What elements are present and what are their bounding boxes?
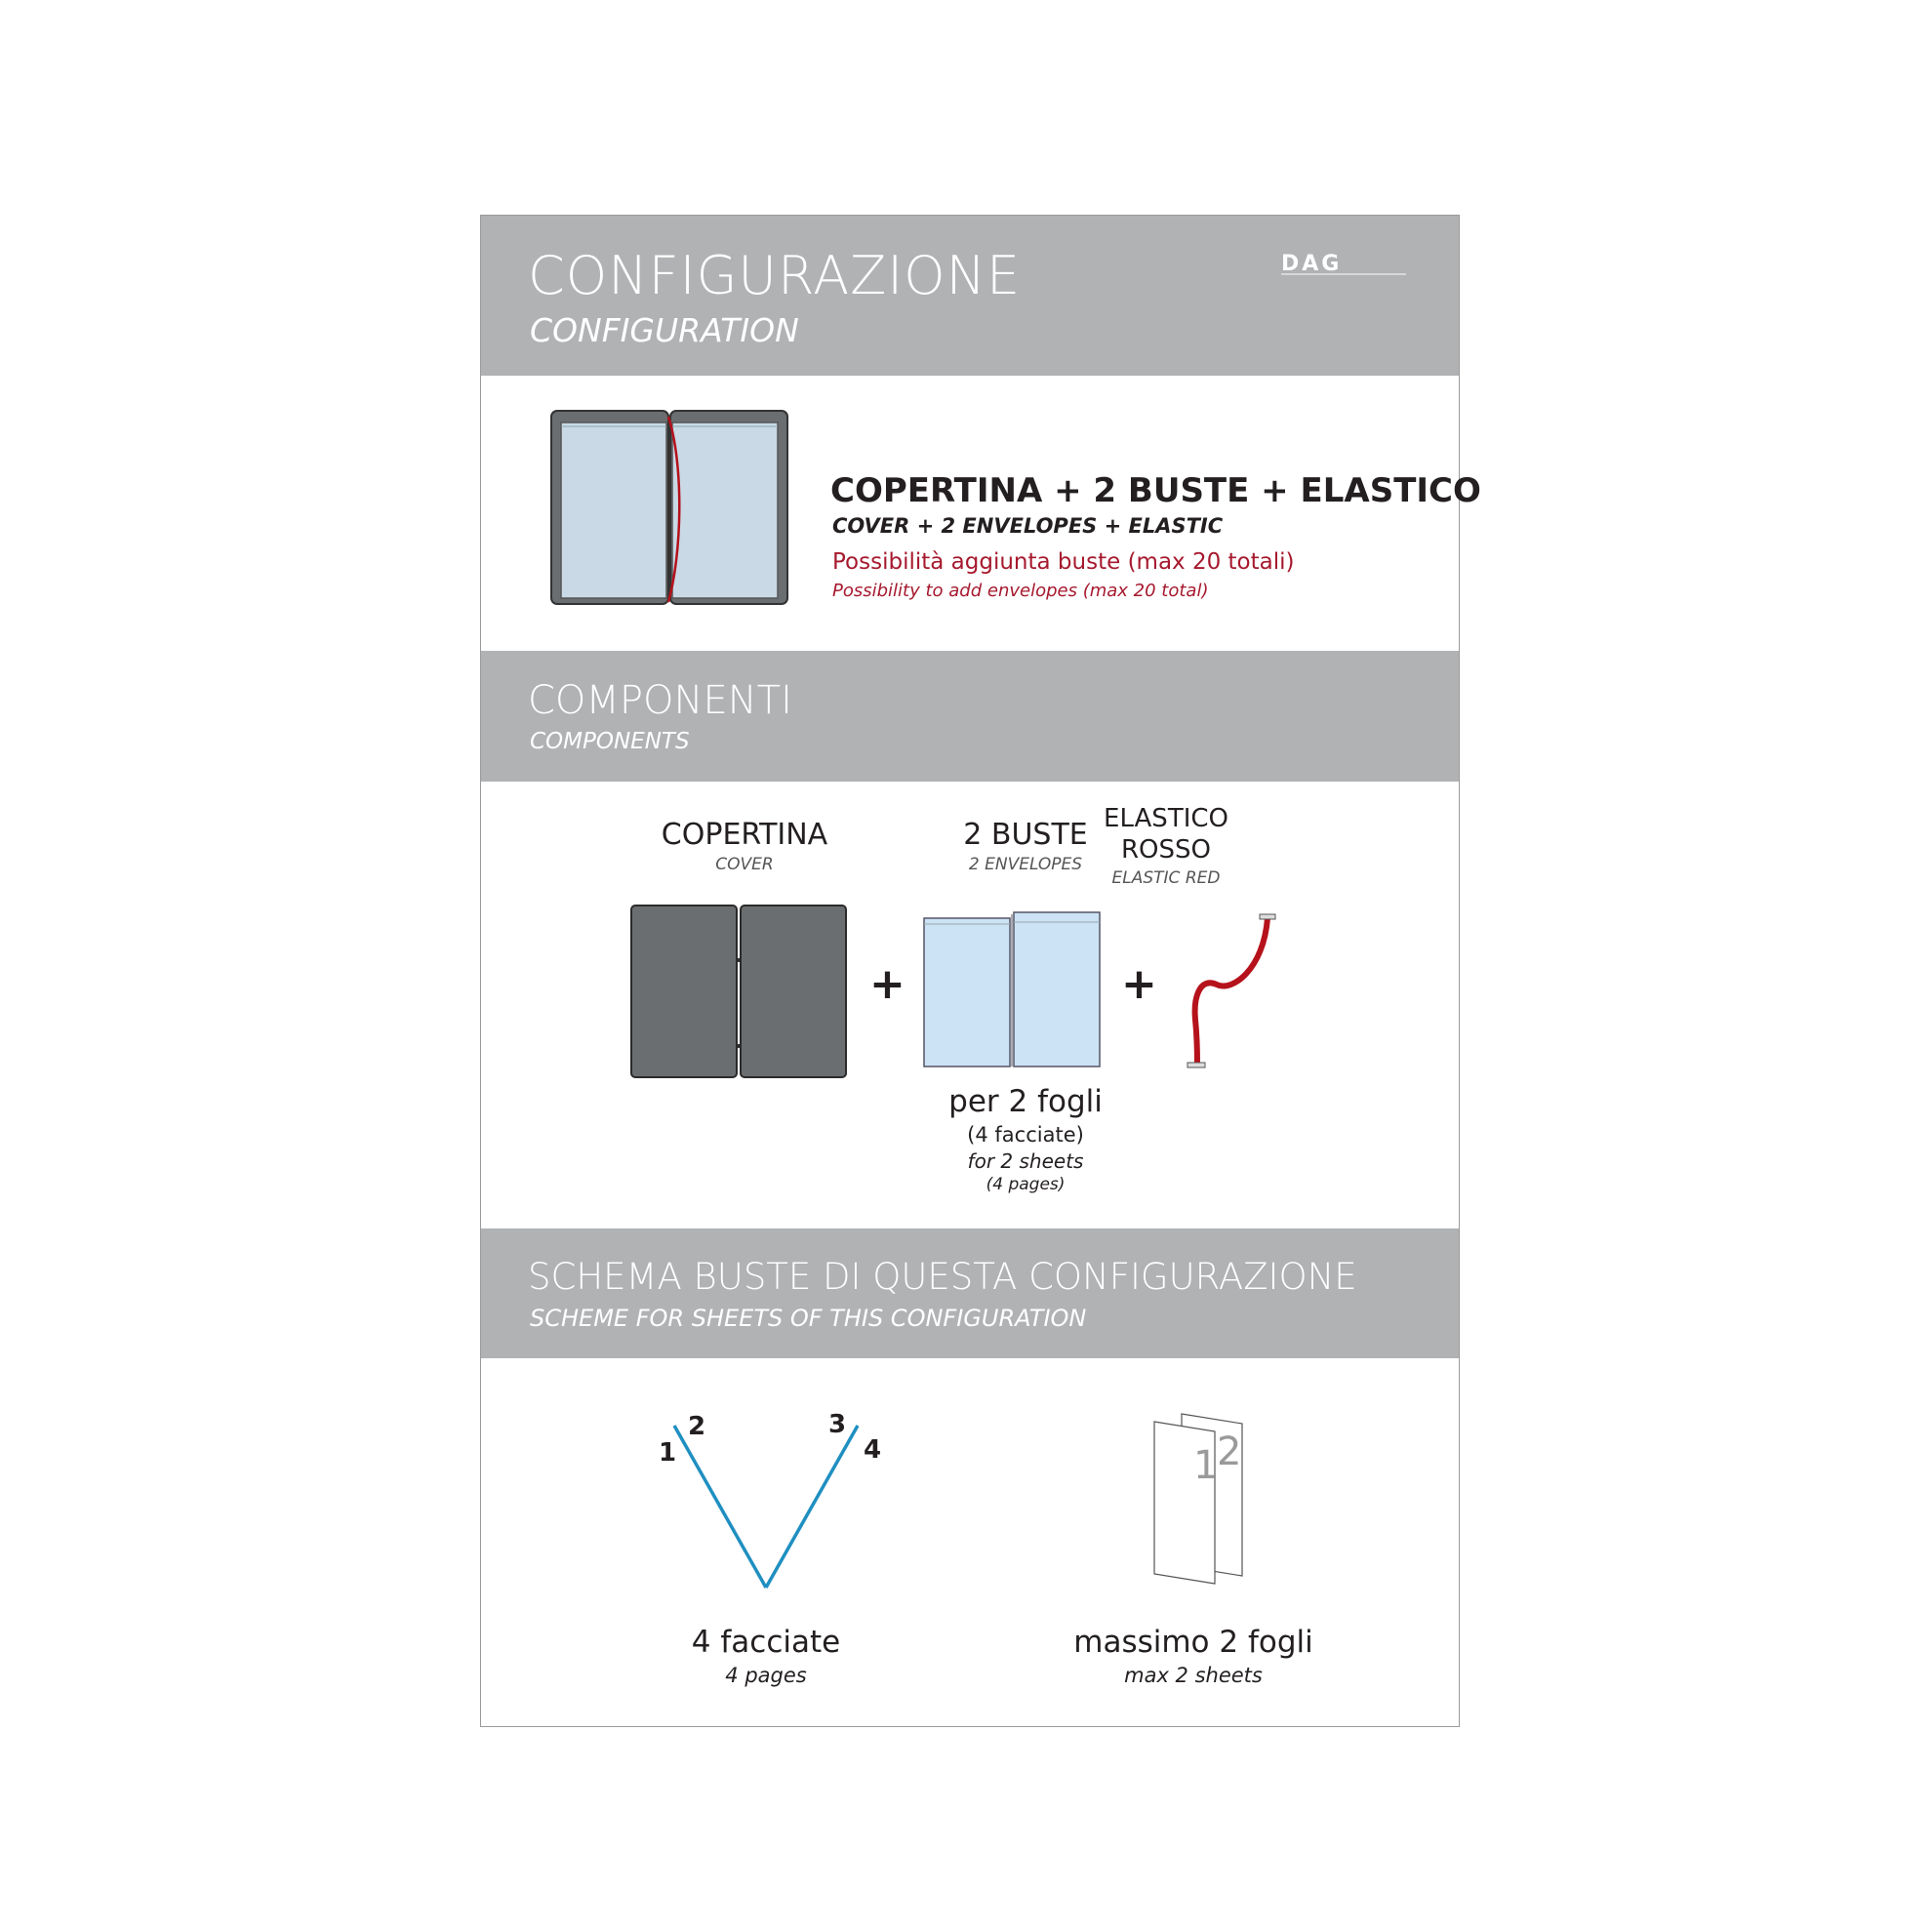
cover-illustration — [629, 904, 848, 1081]
page-number-3: 3 — [828, 1410, 847, 1439]
sheets-label: massimo 2 fogli — [1073, 1625, 1313, 1660]
dag-logo-text: DAG — [1281, 252, 1343, 276]
add-envelopes-note: Possibilità aggiunta buste (max 20 totali) — [832, 549, 1295, 575]
elastic-label-line2: ROSSO — [1120, 835, 1211, 865]
product-title: COPERTINA + 2 BUSTE + ELASTICO — [830, 471, 1481, 510]
envelopes-note-line3: for 2 sheets — [967, 1149, 1084, 1173]
page-number-4: 4 — [864, 1435, 882, 1465]
plus-sign-2: + — [1121, 959, 1157, 1009]
scheme-band — [481, 1228, 1459, 1358]
pages-scheme-diagram — [637, 1402, 901, 1597]
configuration-sheet — [480, 215, 1481, 1727]
sheets-scheme-diagram — [1145, 1412, 1252, 1588]
page-subtitle: CONFIGURATION — [530, 311, 799, 349]
product-illustration — [547, 407, 791, 612]
sheets-sublabel: max 2 sheets — [1124, 1664, 1263, 1687]
envelopes-note-line1: per 2 fogli — [948, 1084, 1103, 1119]
cover-sublabel: COVER — [715, 855, 774, 874]
components-title: COMPONENTI — [528, 678, 792, 723]
dag-logo — [1279, 251, 1416, 280]
product-subtitle: COVER + 2 ENVELOPES + ELASTIC — [832, 514, 1224, 538]
header-band — [481, 216, 1459, 376]
envelopes-note-line4: (4 pages) — [986, 1175, 1066, 1194]
pages-sublabel: 4 pages — [725, 1664, 807, 1687]
elastic-sublabel: ELASTIC RED — [1111, 868, 1221, 888]
cover-label: COPERTINA — [661, 818, 828, 852]
envelopes-note-line2: (4 facciate) — [967, 1123, 1084, 1147]
page-number-2: 2 — [688, 1412, 706, 1441]
sheet-number-2: 2 — [1217, 1429, 1242, 1474]
envelopes-sublabel: 2 ENVELOPES — [968, 855, 1083, 874]
pages-label: 4 facciate — [691, 1625, 841, 1660]
elastic-illustration — [1174, 910, 1281, 1076]
envelopes-label: 2 BUSTE — [963, 818, 1088, 852]
add-envelopes-note-en: Possibility to add envelopes (max 20 total) — [832, 581, 1209, 601]
elastic-label-line1: ELASTICO — [1104, 804, 1228, 833]
envelopes-illustration — [922, 910, 1102, 1068]
components-subtitle: COMPONENTS — [530, 729, 690, 754]
sheet-number-1: 1 — [1193, 1443, 1219, 1488]
components-band — [481, 651, 1459, 782]
page-number-1: 1 — [659, 1438, 677, 1468]
scheme-subtitle: SCHEME FOR SHEETS OF THIS CONFIGURATION — [530, 1305, 1087, 1332]
page-title: CONFIGURAZIONE — [528, 245, 1022, 306]
scheme-title: SCHEMA BUSTE DI QUESTA CONFIGURAZIONE — [528, 1256, 1357, 1298]
plus-sign-1: + — [869, 959, 906, 1009]
